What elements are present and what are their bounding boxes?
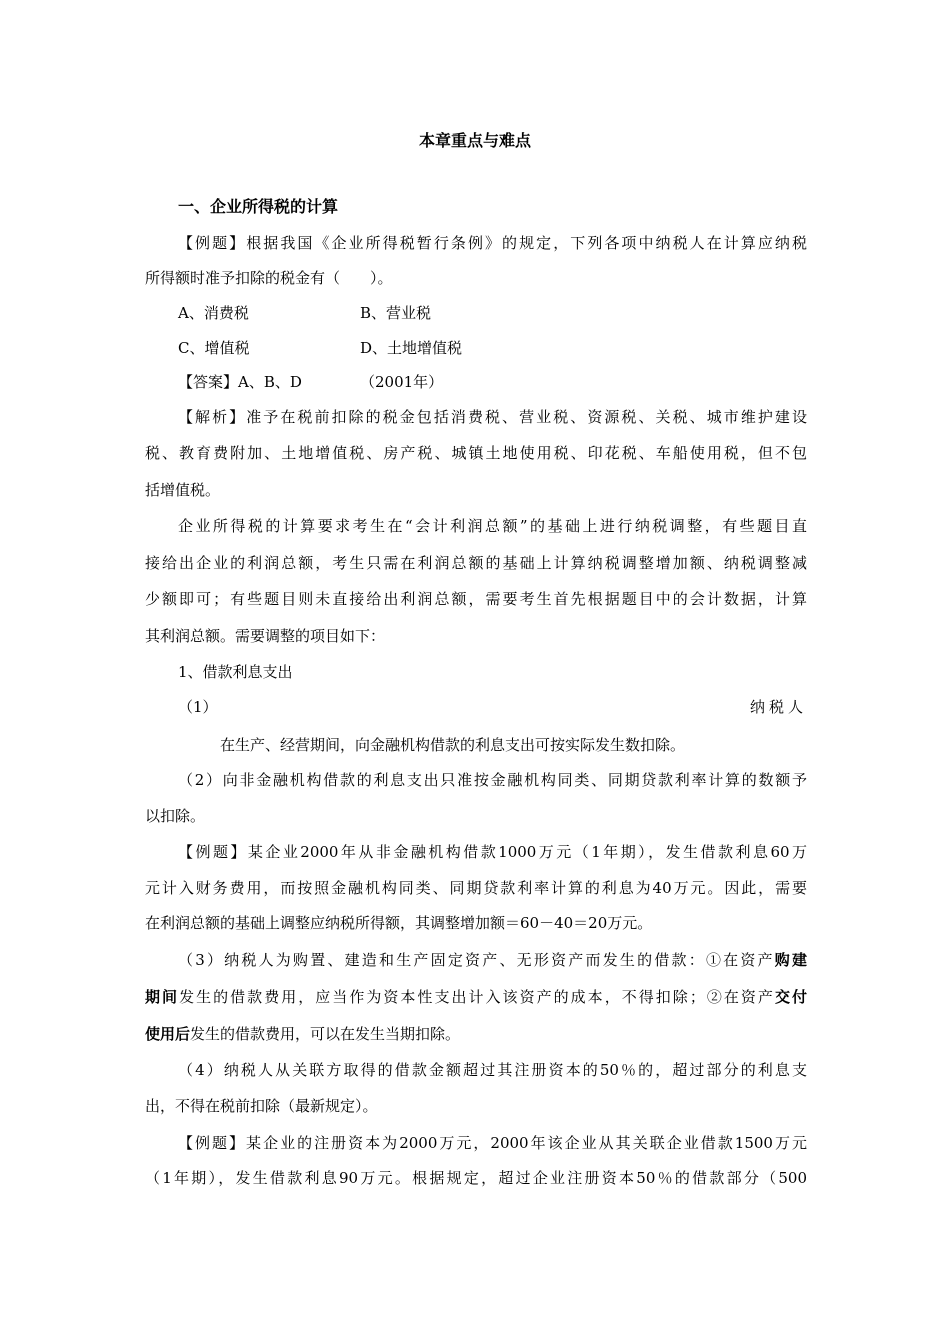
p3-bold-goujian: 购建 [774,951,807,969]
intro-line3: 少额即可；有些题目则未直接给出利润总额，需要考生首先根据题目中的会计数据，计算 [145,590,807,608]
answer-year: （2001年） [360,373,444,391]
item1-heading: 1、借款利息支出 [178,663,293,681]
p3-line2 [145,987,807,1007]
p3-line1 [178,950,807,970]
intro-line4: 其利润总额。需要调整的项目如下： [145,627,386,645]
example3-line1: 【例题】某企业的注册资本为2000万元，2000年该企业从其关联企业借款1500万元 [178,1134,807,1152]
example1-line1: 【例题】根据我国《企业所得税暂行条例》的规定，下列各项中纳税人在计算应纳税 [178,234,807,252]
example2-line1: 【例题】某企业2000年从非金融机构借款1000万元（1年期），发生借款利息60万 [178,843,807,861]
example1-line2: 所得额时准予扣除的税金有（ ）。 [145,269,393,287]
p3-bold-shiyonghou: 使用后 [145,1025,191,1043]
p3-bold-qijian: 期间 [145,988,180,1006]
option-d: D、土地增值税 [360,339,463,357]
intro-line2: 接给出企业的利润总额，考生只需在利润总额的基础上计算纳税调整增加额、纳税调整减 [145,554,807,572]
p1-number: （1） [178,698,218,716]
section-heading: 一、企业所得税的计算 [178,197,339,216]
p3-line3 [145,1024,807,1044]
option-b: B、营业税 [360,304,432,322]
p3-line2-text: 发生的借款费用，应当作为资本性支出计入该资产的成本，不得扣除；②在资产 [179,988,775,1006]
option-a: A、消费税 [178,304,249,322]
p2-line1: （2）向非金融机构借款的利息支出只准按金融机构同类、同期贷款利率计算的数额予 [178,771,807,789]
p3-bold-jiaofu: 交付 [774,988,807,1006]
analysis-line2: 税、教育费附加、土地增值税、房产税、城镇土地使用税、印花税、车船使用税，但不包 [145,444,807,462]
example2-line3: 在利润总额的基础上调整应纳税所得额，其调整增加额＝60－40＝20万元。 [145,914,653,932]
answer: 【答案】A、B、D [178,373,302,391]
p1-continuation: 在生产、经营期间，向金融机构借款的利息支出可按实际发生数扣除。 [220,736,686,754]
intro-line1: 企业所得税的计算要求考生在“会计利润总额”的基础上进行纳税调整，有些题目直 [178,517,807,535]
p3-line1-text: （3）纳税人为购置、建造和生产固定资产、无形资产而发生的借款：①在资产 [178,951,775,969]
page-title: 本章重点与难点 [418,131,531,150]
analysis-line1: 【解析】准予在税前扣除的税金包括消费税、营业税、资源税、关税、城市维护建设 [178,408,807,426]
example3-line2: （1年期），发生借款利息90万元。根据规定，超过企业注册资本50％的借款部分（500 [145,1169,807,1187]
option-c: C、增值税 [178,339,250,357]
p2-line2: 以扣除。 [145,807,206,825]
p3-line3-text: 发生的借款费用，可以在发生当期扣除。 [190,1025,461,1043]
p4-line1: （4）纳税人从关联方取得的借款金额超过其注册资本的50％的，超过部分的利息支 [178,1061,807,1079]
p1-tail: 纳税人 [749,698,807,716]
p4-line2: 出，不得在税前扣除（最新规定）。 [145,1097,378,1115]
analysis-line3: 括增值税。 [145,481,221,499]
example2-line2: 元计入财务费用，而按照金融机构同类、同期贷款利率计算的利息为40万元。因此，需要 [145,879,807,897]
